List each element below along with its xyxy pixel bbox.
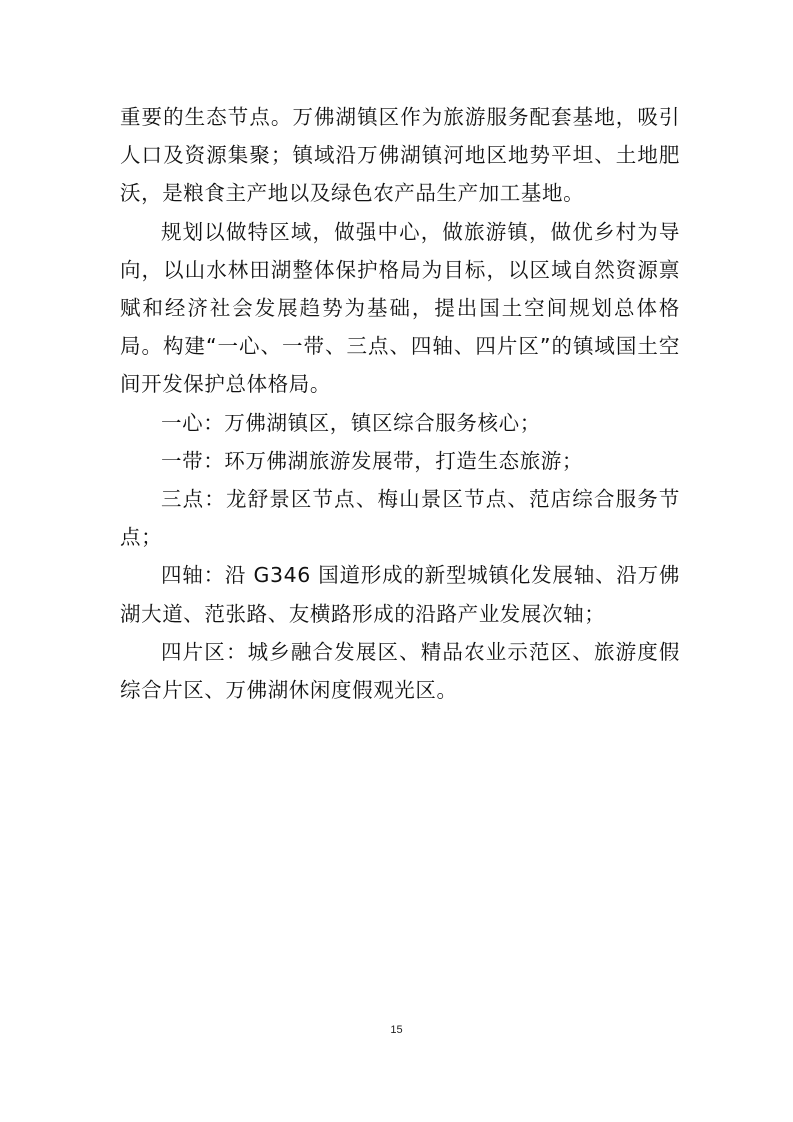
paragraph-three-points: 三点：龙舒景区节点、梅山景区节点、范店综合服务节点； bbox=[120, 487, 680, 550]
page-number: 15 bbox=[390, 1024, 403, 1036]
paragraph-four-axes: 四轴：沿 G346 国道形成的新型城镇化发展轴、沿万佛湖大道、范张路、友横路形成的沿路产业发展次轴； bbox=[120, 563, 680, 626]
paragraph-four-zones: 四片区：城乡融合发展区、精品农业示范区、旅游度假综合片区、万佛湖休闲度假观光区。 bbox=[120, 639, 680, 703]
body-text bbox=[120, 98, 680, 709]
paragraph-one-belt: 一带：环万佛湖旅游发展带，打造生态旅游； bbox=[161, 448, 583, 473]
paragraph-ecological-node: 重要的生态节点。万佛湖镇区作为旅游服务配套基地，吸引人口及资源集聚；镇域沿万佛湖镇河地区地势平坦、土地肥沃，是粮食主产地以及绿色农产品生产加工基地。 bbox=[120, 105, 680, 206]
paragraph-planning-pattern: 规划以做特区域，做强中心，做旅游镇，做优乡村为导向，以山水林田湖整体保护格局为目标，以区域自然资源禀赋和经济社会发展趋势为基础，提出国土空间规划总体格局。构建“一心、一带、三点、四轴、四片区”的镇域国土空间开发保护总体格局。 bbox=[120, 219, 680, 397]
paragraph-one-center: 一心：万佛湖镇区，镇区综合服务核心； bbox=[161, 410, 541, 435]
